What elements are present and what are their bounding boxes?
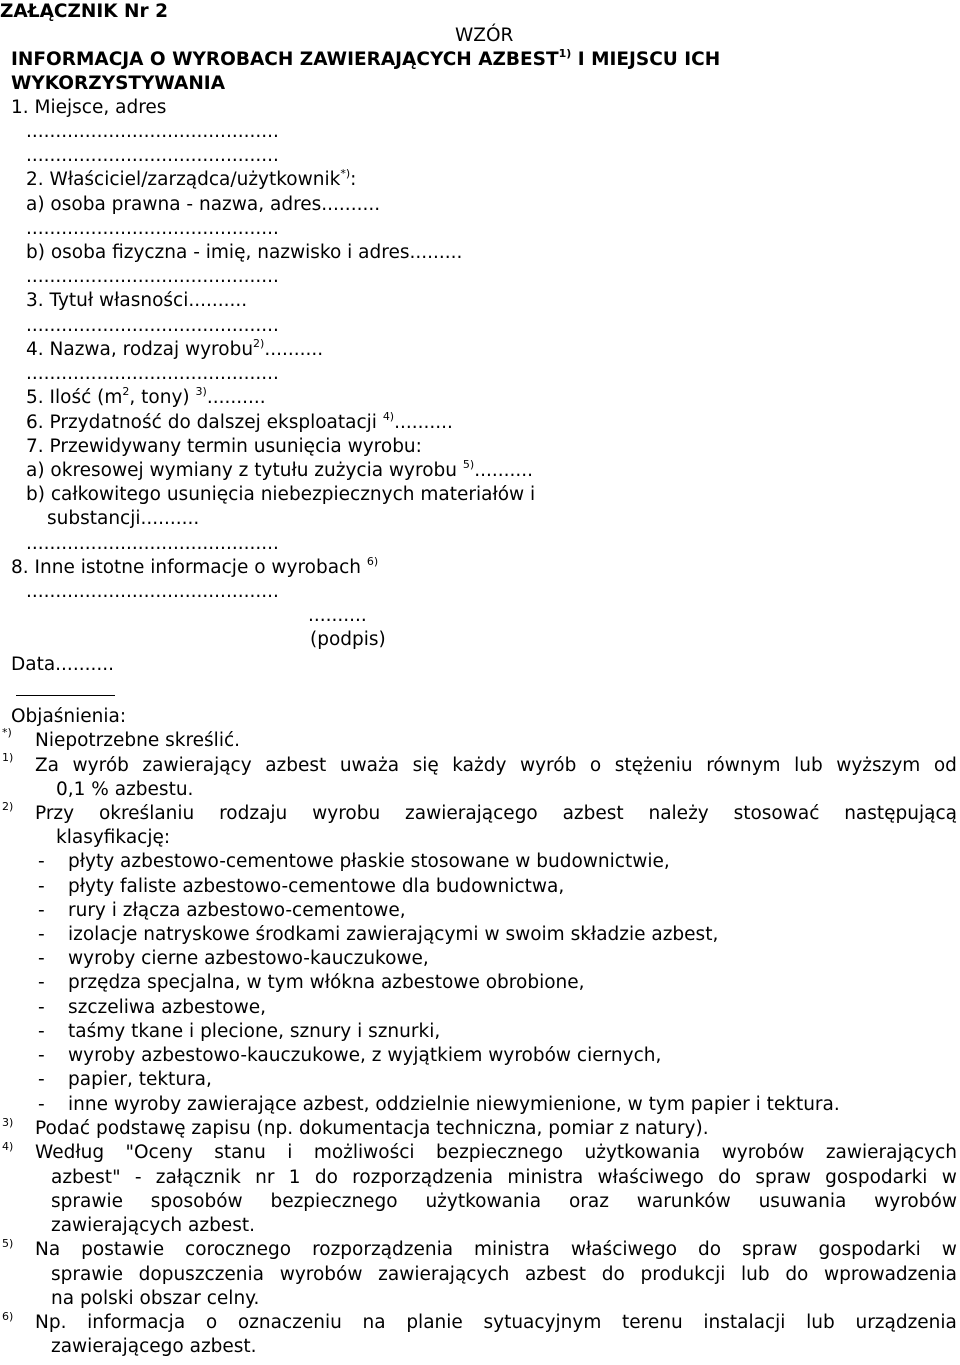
footnote-marker: 5) — [2, 1237, 14, 1250]
list-item-text: szczeliwa azbestowe, — [68, 997, 267, 1018]
list-dash: - — [38, 948, 45, 969]
footnote-marker: 6) — [2, 1310, 14, 1323]
list-dash: - — [38, 900, 45, 921]
document-title-line1: INFORMACJA O WYROBACH ZAWIERAJĄCYCH AZBEST$^{1)}$ I MIEJSCU ICH — [11, 47, 721, 70]
field-7a-periodic: a) okresowej wymiany z tytułu zużycia wyrobu $^{5)}$.......... — [26, 458, 533, 481]
list-dash: - — [38, 1069, 45, 1090]
footnote-text: azbest" - załącznik nr 1 do rozporządzenia ministra właściwego do spraw gospodarki w — [51, 1167, 957, 1188]
dotted-fill-line: ........................................... — [26, 581, 279, 602]
list-dash: - — [38, 924, 45, 945]
field-6-usability: 6. Przydatność do dalszej eksploatacji $^{4)}$.......... — [26, 410, 453, 433]
document-title-line2: WYKORZYSTYWANIA — [11, 73, 226, 94]
field-2-owner: 2. Właściciel/zarządca/użytkownik*): — [26, 167, 357, 190]
footnote-text: Według "Oceny stanu i możliwości bezpiecznego użytkowania wyrobów zawierających — [35, 1142, 957, 1163]
footnote-marker: 1) — [2, 751, 14, 764]
dotted-fill-line: ........................................... — [26, 363, 279, 384]
list-item-text: przędza specjalna, w tym włókna azbestowe obrobione, — [68, 972, 585, 993]
footnote-text: Za wyrób zawierający azbest uważa się każdy wyrób o stężeniu równym lub wyższym od — [35, 755, 957, 776]
footnote-text: sprawie sposobów bezpiecznego użytkowania oraz warunków usuwania wyrobów — [51, 1191, 957, 1212]
list-dash: - — [38, 1021, 45, 1042]
footnote-text: Na postawie corocznego rozporządzenia ministra właściwego do spraw gospodarki w — [35, 1239, 957, 1260]
list-item-text: izolacje natryskowe środkami zawierającymi w swoim składzie azbest, — [68, 924, 719, 945]
dotted-fill-line: ........................................... — [26, 266, 279, 287]
footnote-text: zawierającego azbest. — [51, 1336, 257, 1357]
field-1-location: 1. Miejsce, adres — [11, 97, 167, 118]
footnote-text: zawierających azbest. — [51, 1215, 255, 1236]
footnote-text: klasyfikację: — [56, 827, 171, 848]
signature-dots: .......... — [308, 605, 367, 626]
list-item-text: płyty faliste azbestowo-cementowe dla budownictwa, — [68, 876, 565, 897]
footnote-separator — [16, 695, 115, 696]
field-7b-complete: b) całkowitego usunięcia niebezpiecznych materiałów i — [26, 484, 536, 505]
list-item-text: wyroby cierne azbestowo-kauczukowe, — [68, 948, 429, 969]
field-7b-continued: substancji.......... — [47, 508, 200, 529]
list-dash: - — [38, 972, 45, 993]
dotted-fill-line: ........................................... — [26, 533, 279, 554]
template-label: WZÓR — [455, 25, 514, 46]
list-item-text: taśmy tkane i plecione, sznury i sznurki, — [68, 1021, 441, 1042]
list-dash: - — [38, 876, 45, 897]
list-item-text: rury i złącza azbestowo-cementowe, — [68, 900, 406, 921]
footnote-marker: 3) — [2, 1116, 14, 1129]
footnote-text: Niepotrzebne skreślić. — [35, 730, 241, 751]
date-field: Data.......... — [11, 654, 114, 675]
list-dash: - — [38, 1045, 45, 1066]
footnote-marker: 4) — [2, 1140, 14, 1153]
dotted-fill-line: ........................................... — [26, 121, 279, 142]
list-dash: - — [38, 851, 45, 872]
footnote-text: na polski obszar celny. — [51, 1288, 260, 1309]
list-item-text: papier, tektura, — [68, 1069, 212, 1090]
field-7-removal-date: 7. Przewidywany termin usunięcia wyrobu: — [26, 436, 422, 457]
field-5-quantity: 5. Ilość ($m^2$, tony) $^{3)}$.......... — [26, 385, 266, 408]
field-4-product-type: 4. Nazwa, rodzaj wyrobu$^{2)}$.......... — [26, 337, 324, 360]
footnote-text: sprawie dopuszczenia wyrobów zawierających azbest do produkcji lub do wprowadzenia — [51, 1264, 957, 1285]
attachment-label: ZAŁĄCZNIK Nr 2 — [0, 1, 168, 22]
list-dash: - — [38, 997, 45, 1018]
list-dash: - — [38, 1094, 45, 1115]
field-8-other-info: 8. Inne istotne informacje o wyrobach $^{6)}$ — [11, 555, 379, 578]
field-3-ownership: 3. Tytuł własności.......... — [26, 290, 248, 311]
list-item-text: inne wyroby zawierające azbest, oddzielnie niewymienione, w tym papier i tektura. — [68, 1094, 840, 1115]
dotted-fill-line: ........................................... — [26, 315, 279, 336]
signature-label: (podpis) — [310, 629, 386, 650]
footnote-marker: 2) — [2, 800, 14, 813]
dotted-fill-line: ........................................... — [26, 145, 279, 166]
footnote-text: Np. informacja o oznaczeniu na planie sytuacyjnym terenu instalacji lub urządzenia — [35, 1312, 957, 1333]
footnote-marker: *) — [2, 726, 12, 739]
list-item-text: płyty azbestowo-cementowe płaskie stosowane w budownictwie, — [68, 851, 670, 872]
footnote-text: Podać podstawę zapisu (np. dokumentacja techniczna, pomiar z natury). — [35, 1118, 709, 1139]
dotted-fill-line: ........................................... — [26, 218, 279, 239]
field-2b-natural-person: b) osoba fizyczna - imię, nazwisko i adres......... — [26, 242, 463, 263]
notes-heading: Objaśnienia: — [11, 706, 127, 727]
footnote-text: Przy określaniu rodzaju wyrobu zawierającego azbest należy stosować następującą — [35, 803, 957, 824]
footnote-text: 0,1 % azbestu. — [56, 779, 194, 800]
list-item-text: wyroby azbestowo-kauczukowe, z wyjątkiem wyrobów ciernych, — [68, 1045, 662, 1066]
field-2a-legal-person: a) osoba prawna - nazwa, adres.......... — [26, 194, 381, 215]
